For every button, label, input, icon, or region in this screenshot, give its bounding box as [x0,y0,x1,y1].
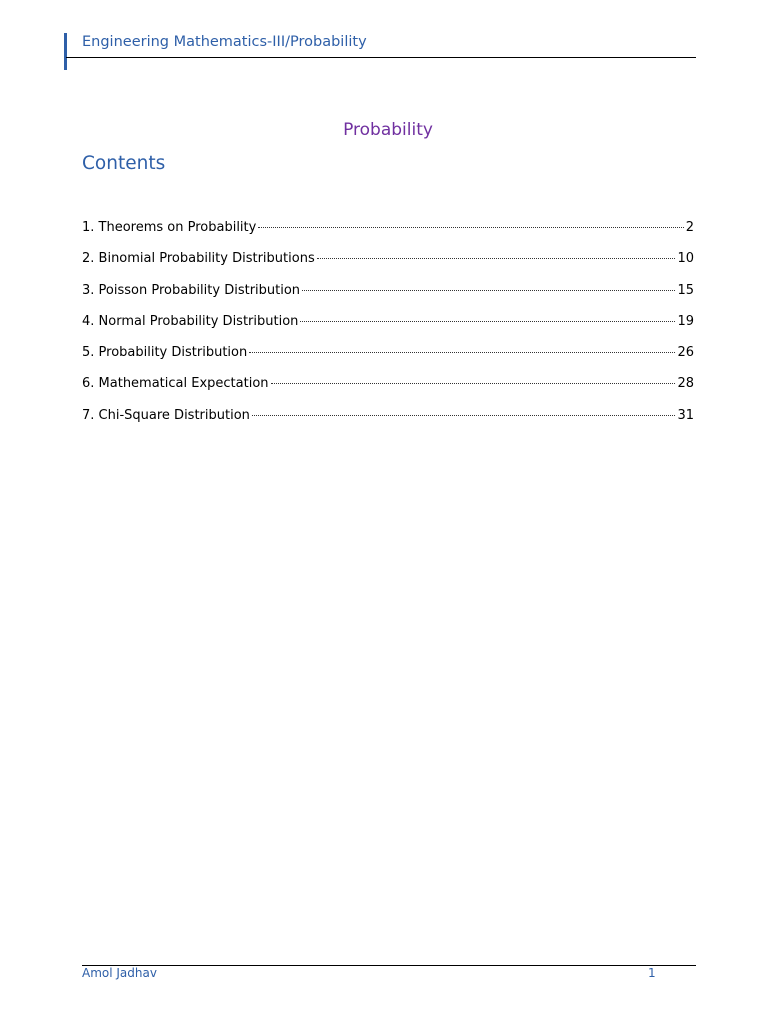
toc-entry-page[interactable]: 31 [677,407,694,423]
toc-entry-page[interactable]: 19 [677,313,694,329]
toc-entry-binomial-probability-distributions[interactable] [82,251,694,282]
toc-entry-page[interactable]: 26 [677,345,694,361]
toc-entry-poisson-probability-distribution[interactable] [82,283,694,314]
toc-entry-page[interactable]: 2 [685,220,694,235]
toc-dot-leader [302,290,675,291]
toc-entry-page[interactable]: 15 [677,282,694,298]
toc-entry-page[interactable]: 28 [677,376,694,392]
footer-page-number: 1 [648,966,656,980]
toc-entry-normal-probability-distribution[interactable] [82,314,694,345]
contents-heading: Contents [82,153,166,174]
toc-dot-leader [271,383,676,384]
toc-dot-leader [258,227,683,228]
toc-entry-label[interactable]: 6. Mathematical Expectation [82,376,269,392]
toc-dot-leader [317,258,676,259]
toc-dot-leader [252,415,676,416]
header-divider [66,57,696,58]
footer-divider [82,965,696,966]
header-title: Engineering Mathematics-III/Probability [82,34,367,50]
table-of-contents [82,220,694,439]
footer-author: Amol Jadhav [82,966,157,980]
toc-entry-mathematical-expectation[interactable] [82,376,694,407]
toc-entry-page[interactable]: 10 [677,251,694,267]
toc-entry-probability-distribution[interactable] [82,345,694,376]
toc-entry-label[interactable]: 3. Poisson Probability Distribution [82,282,301,298]
header-accent-bar [64,33,67,70]
toc-entry-chi-square-distribution[interactable] [82,408,694,439]
toc-entry-label[interactable]: 1. Theorems on Probability [82,220,257,235]
toc-dot-leader [249,352,675,353]
toc-entry-theorems-on-probability[interactable] [82,220,694,251]
toc-entry-label[interactable]: 4. Normal Probability Distribution [82,313,299,329]
toc-dot-leader [300,321,675,322]
document-title: Probability [343,120,433,140]
toc-entry-label[interactable]: 5. Probability Distribution [82,345,248,361]
toc-entry-label[interactable]: 7. Chi-Square Distribution [82,407,250,423]
toc-entry-label[interactable]: 2. Binomial Probability Distributions [82,251,315,267]
